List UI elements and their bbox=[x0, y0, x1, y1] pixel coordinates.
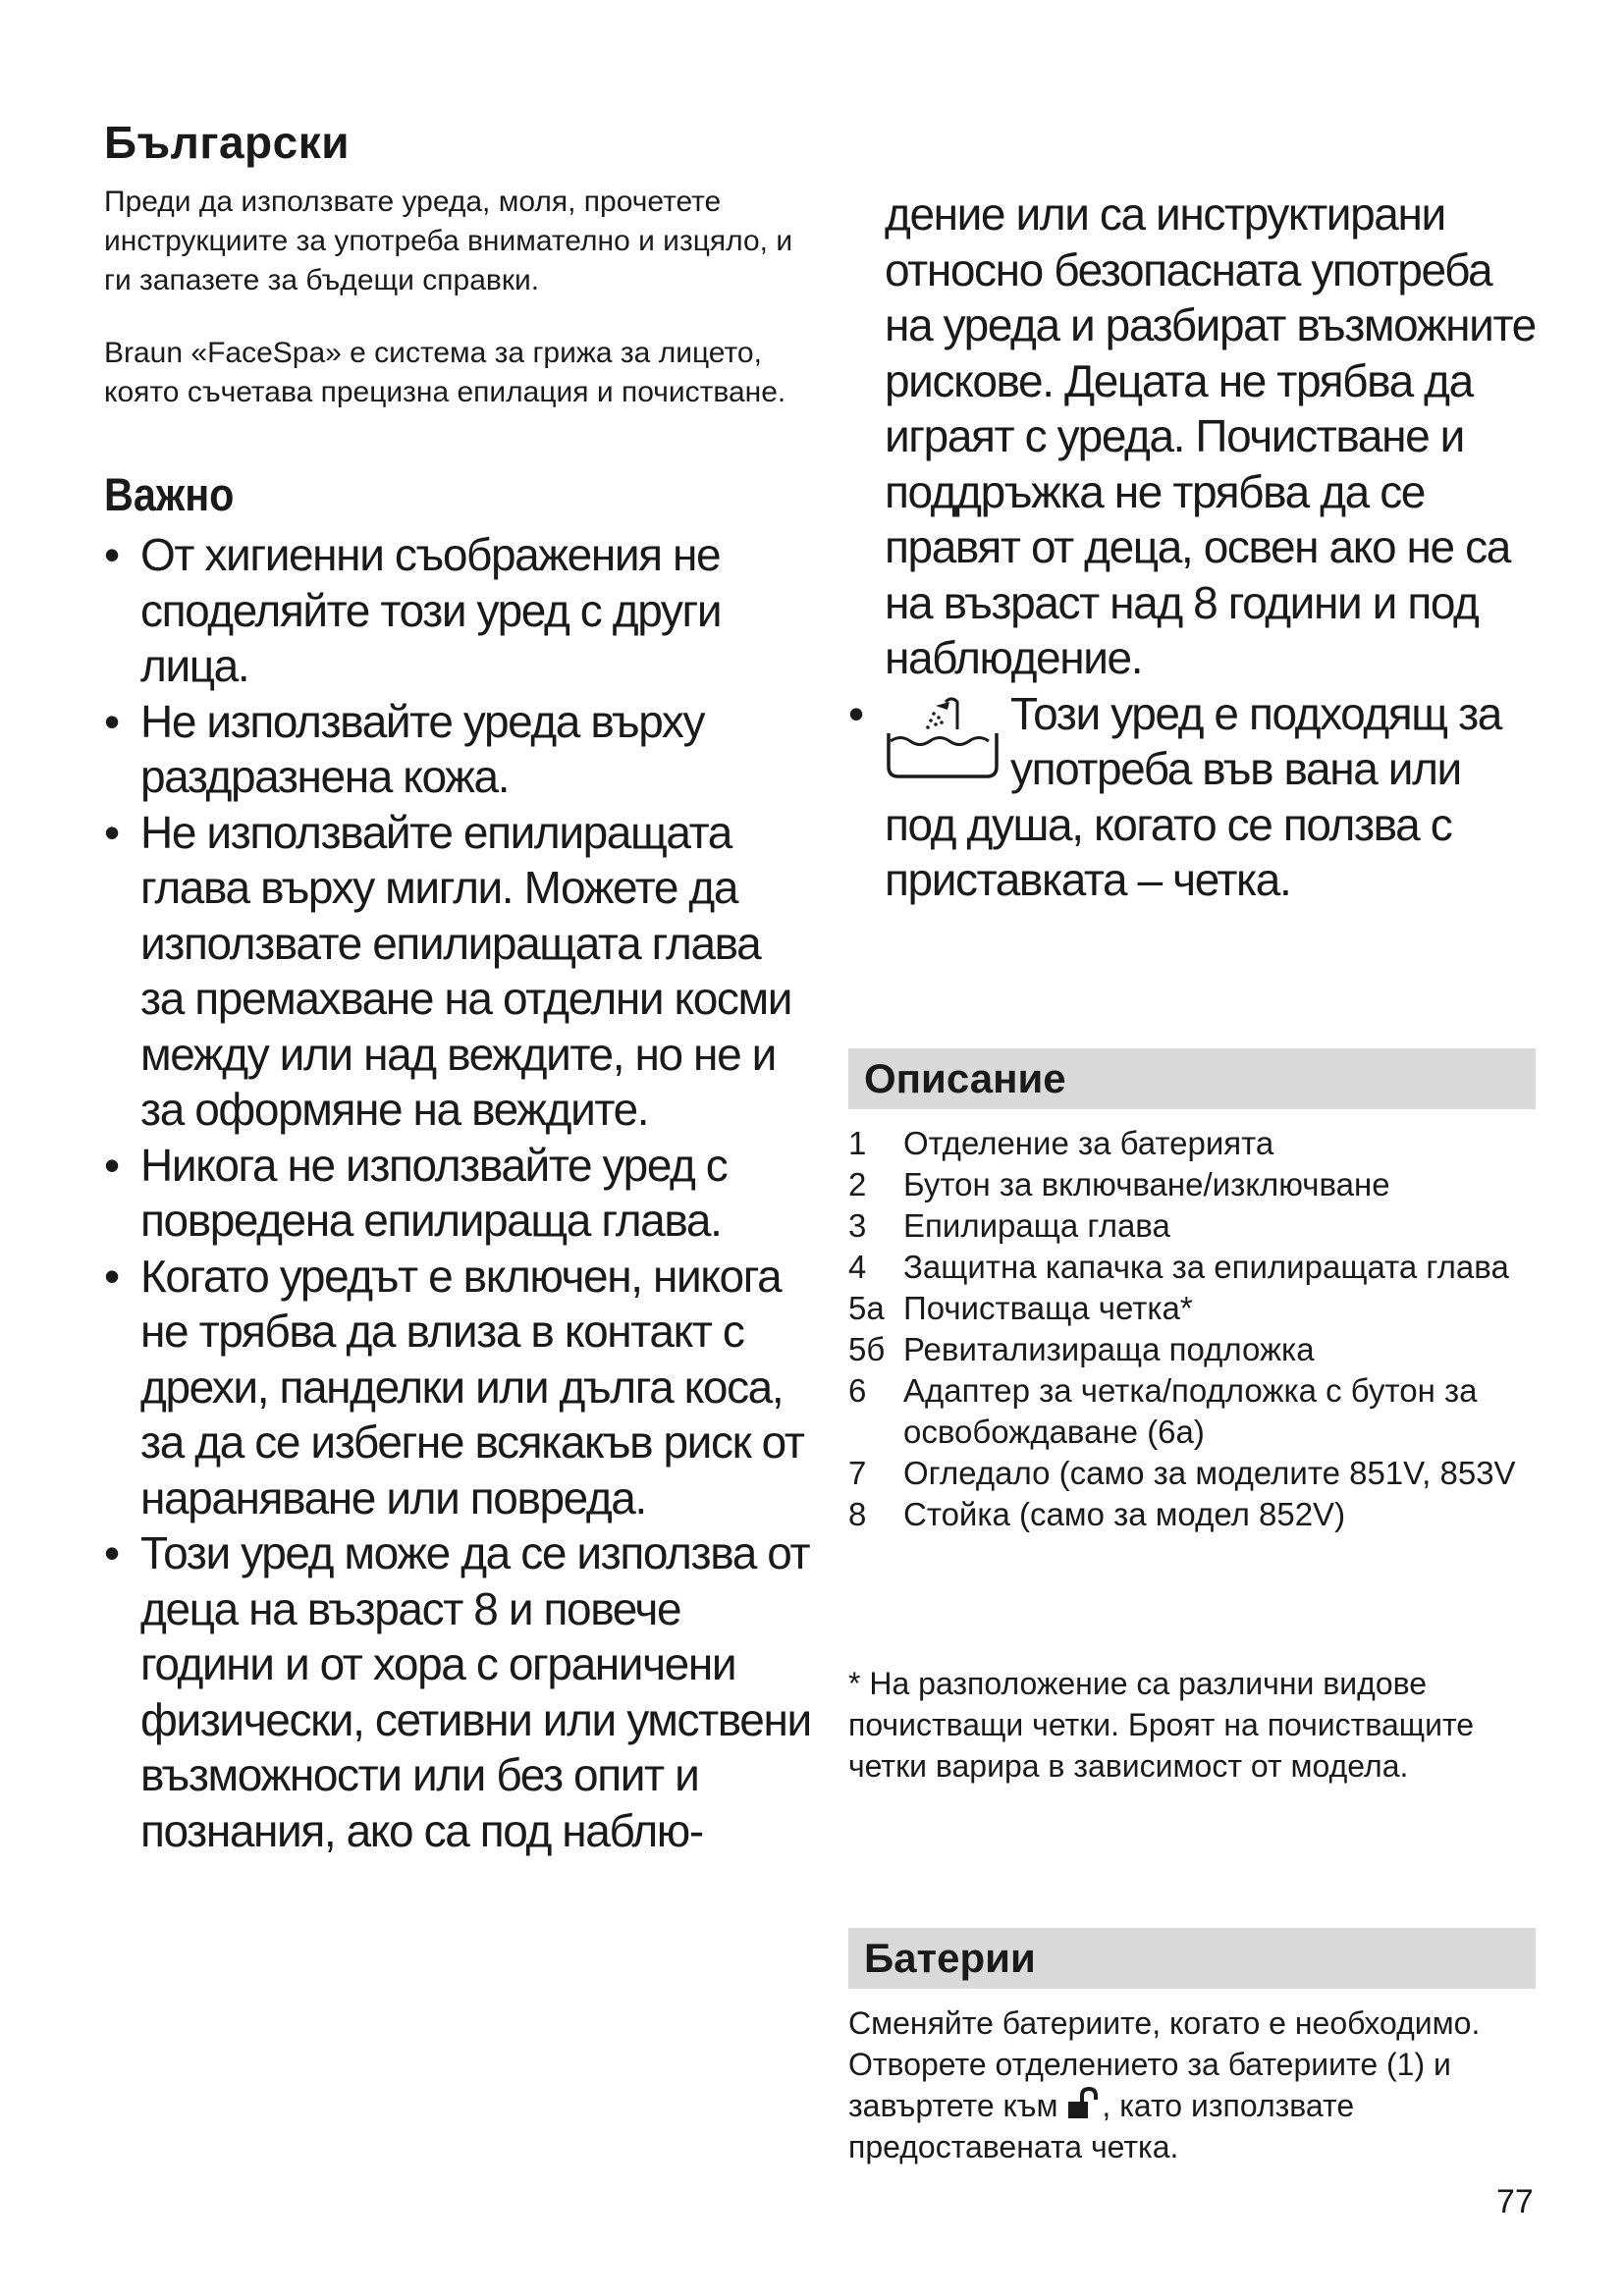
batteries-text-part2: , като използвате предоставената четка. bbox=[848, 2088, 1355, 2164]
list-item bbox=[104, 805, 811, 1138]
list-item-text: Когато уредът е включен, никога не трябва да влиза в контакт с дрехи, панделки или дълга коса, за да се избегне всякакъв риск от нараняване или повреда. bbox=[140, 1250, 804, 1523]
description-item bbox=[848, 1247, 1536, 1288]
description-item-number: 2 bbox=[848, 1166, 867, 1202]
bullet-icon: • bbox=[104, 695, 119, 747]
description-item bbox=[848, 1288, 1536, 1329]
intro-paragraph-1: Преди да използвате уреда, моля, прочетете инструкциите за употреба внимателно и изцяло, и ги запазете за бъдещи справки. bbox=[104, 186, 793, 296]
bullet-icon: • bbox=[104, 1139, 119, 1191]
bullet-icon: • bbox=[104, 1527, 119, 1578]
description-item bbox=[848, 1123, 1536, 1164]
list-item bbox=[104, 1138, 811, 1249]
description-item-number: 5б bbox=[848, 1331, 886, 1367]
description-section-header bbox=[848, 1048, 1536, 1109]
description-item-number: 8 bbox=[848, 1496, 867, 1532]
batteries-heading: Батерии bbox=[864, 1935, 1036, 1981]
description-item bbox=[848, 1494, 1536, 1535]
right-column bbox=[848, 187, 1538, 908]
bullet-icon: • bbox=[104, 1250, 119, 1302]
description-item-text: Отделение за батерията bbox=[903, 1125, 1274, 1161]
description-item bbox=[848, 1329, 1536, 1370]
unlock-icon bbox=[1066, 2087, 1102, 2120]
description-list bbox=[848, 1123, 1536, 1535]
bullet-icon: • bbox=[848, 687, 863, 739]
list-item-text: Този уред може да се използва от деца на възраст 8 и повече години и от хора с ограничени физически, сетивни или умствени възможности или без опит и познания, ако са под наблю- bbox=[140, 1527, 811, 1856]
list-item-text: Не използвайте уреда върху раздразнена кожа. bbox=[140, 695, 705, 802]
description-item bbox=[848, 1453, 1536, 1494]
language-title: Български bbox=[104, 117, 351, 168]
bath-list-item bbox=[848, 686, 1538, 908]
description-item-number: 5a bbox=[848, 1290, 885, 1326]
description-item bbox=[848, 1205, 1536, 1247]
batteries-paragraph bbox=[848, 2002, 1536, 2167]
list-item bbox=[104, 527, 811, 694]
list-item-text: От хигиенни съображения не споделяйте този уред с други лица. bbox=[140, 529, 722, 691]
description-item-number: 6 bbox=[848, 1372, 867, 1409]
description-item-text: Епилираща глава bbox=[903, 1207, 1170, 1244]
list-item bbox=[104, 694, 811, 805]
bullet-icon: • bbox=[104, 529, 119, 580]
description-item-text: Бутон за включване/изключване bbox=[903, 1166, 1390, 1202]
bullet-icon: • bbox=[104, 806, 119, 858]
description-item bbox=[848, 1164, 1536, 1205]
description-item-text: Почистваща четка* bbox=[903, 1290, 1193, 1326]
description-item bbox=[848, 1370, 1536, 1453]
description-item-number: 7 bbox=[848, 1455, 867, 1491]
description-item-number: 4 bbox=[848, 1249, 867, 1285]
bath-item-text: Този уред е подходящ за употреба във вана или под душа, когато се ползва с приставката – четка. bbox=[885, 687, 1501, 905]
description-item-number: 3 bbox=[848, 1207, 867, 1244]
page-number: 77 bbox=[1496, 2183, 1534, 2220]
description-item-number: 1 bbox=[848, 1125, 867, 1161]
list-item-text: Никога не използвайте уред с повредена епилираща глава. bbox=[140, 1139, 728, 1246]
description-heading: Описание bbox=[864, 1055, 1066, 1101]
bath-shower-icon bbox=[885, 692, 1001, 780]
intro-paragraph-2: Braun «FaceSpa» е система за грижа за лицето, която съчетава прецизна епилация и почистване. bbox=[104, 337, 786, 408]
description-item-text: Адаптер за четка/подложка с бутон за освобождаване (6a) bbox=[903, 1372, 1478, 1450]
list-item-text: Не използвайте епилиращата глава върху мигли. Можете да използвате епилиращата глава за премахване на отделни косми между или над веждите, но не и за оформяне на веждите. bbox=[140, 806, 792, 1135]
batteries-section-header bbox=[848, 1928, 1536, 1989]
description-item-text: Защитна капачка за епилиращата глава bbox=[903, 1249, 1509, 1285]
description-item-text: Стойка (само за модел 852V) bbox=[903, 1496, 1346, 1532]
important-continuation: дение или са инструктирани относно безопасната употреба на уреда и разбират възможните рискове. Децата не трябва да играят с уреда. Почистване и поддръжка не трябва да се правят от деца, освен ако не са на възраст над 8 години и под наблюдение. bbox=[885, 188, 1536, 683]
important-heading: Важно bbox=[104, 468, 235, 520]
list-item bbox=[104, 1249, 811, 1526]
important-list bbox=[104, 527, 811, 1858]
left-column bbox=[104, 116, 811, 1858]
description-footnote: * На разположение са различни видове почистващи четки. Броят на почистващите четки варира в зависимост от модела. bbox=[848, 1666, 1475, 1784]
batteries-text-part1: Сменяйте батериите, когато е необходимо. Отворете отделението за батериите (1) и завъртете към bbox=[848, 2005, 1481, 2123]
description-item-text: Ревитализираща подложка bbox=[903, 1331, 1315, 1367]
list-item bbox=[104, 1525, 811, 1858]
description-item-text: Огледало (само за моделите 851V, 853V bbox=[903, 1455, 1516, 1491]
